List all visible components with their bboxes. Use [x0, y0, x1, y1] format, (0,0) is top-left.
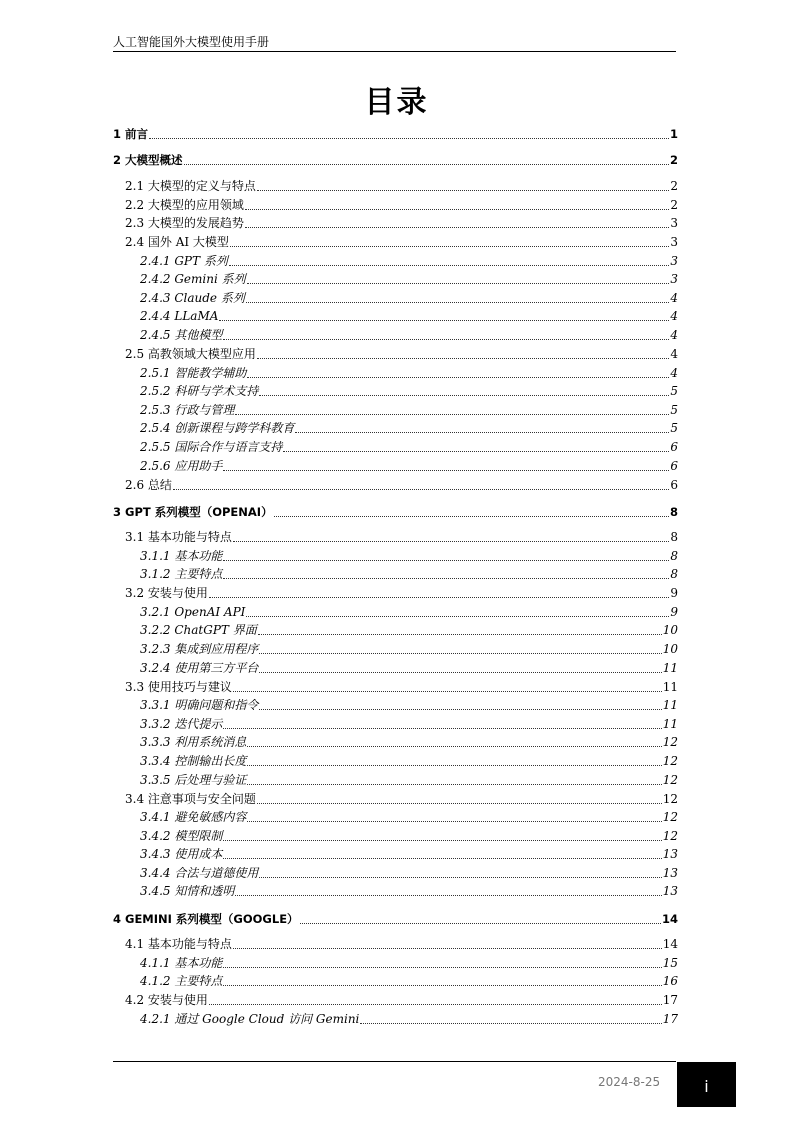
toc-leader-dots — [300, 922, 661, 924]
toc-entry-label: 1 前言 — [113, 127, 149, 141]
toc-entry-label: 3.2.2 ChatGPT 界面 — [140, 623, 257, 637]
toc-entry[interactable] — [140, 421, 678, 436]
toc-leader-dots — [233, 947, 662, 949]
toc-entry-label: 2.5.2 科研与学术支持 — [140, 384, 259, 398]
toc-leader-dots — [235, 894, 661, 896]
toc-entry[interactable] — [125, 993, 678, 1008]
toc-entry-page: 12 — [662, 810, 678, 824]
toc-leader-dots — [259, 708, 661, 710]
toc-entry-page: 2 — [670, 198, 678, 212]
toc-entry[interactable] — [140, 272, 678, 287]
toc-leader-dots — [223, 839, 661, 841]
toc-leader-dots — [149, 137, 669, 139]
toc-leader-dots — [230, 245, 669, 247]
toc-entry[interactable] — [140, 810, 678, 825]
toc-leader-dots — [247, 282, 670, 284]
toc-entry[interactable] — [125, 235, 678, 250]
toc-entry-label: 2.5.5 国际合作与语言支持 — [140, 440, 283, 454]
toc-entry[interactable] — [140, 459, 678, 474]
toc-entry-label: 2.5 高教领域大模型应用 — [125, 347, 256, 361]
toc-entry-label: 3.2.1 OpenAI API — [140, 605, 246, 619]
toc-entry[interactable] — [113, 152, 678, 168]
toc-entry[interactable] — [140, 384, 678, 399]
toc-entry-label: 3.1 基本功能与特点 — [125, 530, 232, 544]
toc-entry-page: 5 — [670, 403, 678, 417]
toc-leader-dots — [246, 301, 670, 303]
toc-entry[interactable] — [140, 735, 678, 750]
toc-entry-label: 3 GPT 系列模型（OPENAI） — [113, 505, 273, 519]
toc-leader-dots — [209, 596, 669, 598]
toc-entry[interactable] — [125, 937, 678, 952]
toc-entry[interactable] — [140, 884, 678, 899]
toc-entry-page: 11 — [662, 698, 678, 712]
toc-entry-label: 2.4.1 GPT 系列 — [140, 254, 228, 268]
toc-entry-page: 4 — [670, 347, 678, 361]
toc-title: 目录 — [364, 85, 429, 120]
toc-entry[interactable] — [125, 792, 678, 807]
toc-entry[interactable] — [140, 1012, 678, 1027]
toc-entry[interactable] — [140, 440, 678, 455]
toc-leader-dots — [257, 357, 669, 359]
toc-entry-page: 3 — [670, 272, 678, 286]
toc-entry[interactable] — [113, 911, 678, 927]
toc-entry-label: 3.4 注意事项与安全问题 — [125, 792, 256, 806]
toc-entry-page: 6 — [670, 440, 678, 454]
toc-entry[interactable] — [140, 829, 678, 844]
toc-entry-page: 11 — [662, 680, 678, 694]
footer-divider — [113, 1061, 676, 1062]
toc-leader-dots — [235, 413, 669, 415]
toc-entry-page: 14 — [661, 912, 678, 926]
toc-entry-page: 1 — [669, 127, 678, 141]
toc-leader-dots — [233, 540, 669, 542]
toc-leader-dots — [223, 857, 661, 859]
toc-entry[interactable] — [140, 956, 678, 971]
toc-entry-label: 4 GEMINI 系列模型（GOOGLE） — [113, 912, 299, 926]
toc-entry[interactable] — [125, 680, 678, 695]
toc-entry-page: 8 — [669, 505, 678, 519]
toc-entry-label: 4.2.1 通过 Google Cloud 访问 Gemini — [140, 1012, 360, 1026]
toc-leader-dots — [295, 431, 669, 433]
toc-entry[interactable] — [140, 642, 678, 657]
toc-leader-dots — [223, 469, 669, 471]
toc-leader-dots — [259, 652, 661, 654]
toc-entry-page: 3 — [670, 216, 678, 230]
toc-entry-label: 2.4 国外 AI 大模型 — [125, 235, 229, 249]
toc-entry-page: 15 — [662, 956, 678, 970]
toc-entry-page: 8 — [670, 567, 678, 581]
toc-entry[interactable] — [140, 605, 678, 620]
toc-entry-label: 4.1.1 基本功能 — [140, 956, 223, 970]
toc-leader-dots — [245, 208, 669, 210]
toc-entry-label: 2.6 总结 — [125, 478, 172, 492]
toc-entry[interactable] — [140, 309, 678, 324]
toc-leader-dots — [247, 783, 661, 785]
toc-entry-label: 2.2 大模型的应用领域 — [125, 198, 244, 212]
toc-entry-label: 4.1 基本功能与特点 — [125, 937, 232, 951]
toc-entry-label: 4.1.2 主要特点 — [140, 974, 223, 988]
toc-entry[interactable] — [113, 126, 678, 142]
toc-entry-label: 3.3.4 控制输出长度 — [140, 754, 247, 768]
toc-entry[interactable] — [140, 403, 678, 418]
toc-entry-page: 12 — [662, 829, 678, 843]
toc-leader-dots — [257, 802, 662, 804]
toc-entry-label: 3.1.1 基本功能 — [140, 549, 223, 563]
toc-leader-dots — [360, 1022, 661, 1024]
toc-entry[interactable] — [140, 328, 678, 343]
toc-entry-page: 2 — [670, 179, 678, 193]
toc-leader-dots — [209, 1003, 662, 1005]
toc-entry[interactable] — [125, 347, 678, 362]
toc-entry-label: 2.5.3 行政与管理 — [140, 403, 235, 417]
toc-entry-label: 4.2 安装与使用 — [125, 993, 208, 1007]
toc-entry-page: 13 — [662, 884, 678, 898]
toc-entry-page: 5 — [670, 384, 678, 398]
toc-entry-page: 12 — [662, 735, 678, 749]
toc-leader-dots — [223, 984, 661, 986]
toc-entry-page: 12 — [662, 792, 678, 806]
toc-entry-page: 4 — [670, 366, 678, 380]
toc-entry-label: 2.1 大模型的定义与特点 — [125, 179, 256, 193]
toc-leader-dots — [283, 450, 669, 452]
toc-entry-page: 13 — [662, 847, 678, 861]
toc-entry-label: 3.3.1 明确问题和指令 — [140, 698, 259, 712]
toc-entry-label: 2.4.2 Gemini 系列 — [140, 272, 246, 286]
toc-entry[interactable] — [140, 773, 678, 788]
toc-entry-page: 16 — [662, 974, 678, 988]
toc-leader-dots — [229, 264, 670, 266]
toc-entry[interactable] — [140, 717, 678, 732]
toc-entry-label: 2.5.1 智能教学辅助 — [140, 366, 247, 380]
toc-leader-dots — [223, 577, 669, 579]
toc-entry-page: 8 — [670, 549, 678, 563]
toc-entry-label: 3.3.5 后处理与验证 — [140, 773, 247, 787]
toc-entry[interactable] — [125, 179, 678, 194]
toc-entry[interactable] — [113, 504, 678, 520]
toc-entry-label: 3.4.1 避免敏感内容 — [140, 810, 247, 824]
toc-leader-dots — [184, 163, 669, 165]
toc-entry-page: 4 — [670, 309, 678, 323]
toc-entry[interactable] — [140, 754, 678, 769]
toc-entry[interactable] — [125, 216, 678, 231]
toc-entry[interactable] — [140, 698, 678, 713]
toc-entry-page: 10 — [662, 642, 678, 656]
toc-entry[interactable] — [125, 586, 678, 601]
toc-entry-label: 3.3.3 利用系统消息 — [140, 735, 247, 749]
toc-leader-dots — [247, 764, 661, 766]
toc-leader-dots — [274, 515, 669, 517]
toc-entry-label: 3.4.4 合法与道德使用 — [140, 866, 259, 880]
toc-leader-dots — [219, 319, 669, 321]
toc-entry[interactable] — [125, 478, 678, 493]
toc-leader-dots — [247, 820, 661, 822]
toc-leader-dots — [173, 488, 669, 490]
toc-leader-dots — [259, 394, 669, 396]
toc-leader-dots — [258, 633, 662, 635]
toc-entry-page: 10 — [662, 623, 678, 637]
toc-entry-page: 6 — [670, 478, 678, 492]
toc-entry-label: 2.5.6 应用助手 — [140, 459, 223, 473]
toc-entry-label: 2.4.3 Claude 系列 — [140, 291, 245, 305]
toc-entry[interactable] — [140, 549, 678, 564]
toc-leader-dots — [259, 876, 661, 878]
toc-entry-page: 3 — [670, 254, 678, 268]
running-header: 人工智能国外大模型使用手册 — [113, 35, 676, 52]
toc-entry-label: 3.3 使用技巧与建议 — [125, 680, 232, 694]
toc-entry[interactable] — [140, 567, 678, 582]
toc-entry[interactable] — [125, 198, 678, 213]
toc-entry[interactable] — [140, 623, 678, 638]
toc-entry-label: 3.2 安装与使用 — [125, 586, 208, 600]
toc-entry[interactable] — [140, 291, 678, 306]
toc-entry-page: 11 — [662, 717, 678, 731]
toc-entry-page: 17 — [662, 1012, 678, 1026]
toc-entry-label: 3.2.3 集成到应用程序 — [140, 642, 259, 656]
toc-entry[interactable] — [140, 847, 678, 862]
toc-leader-dots — [223, 559, 669, 561]
toc-entry-page: 12 — [662, 773, 678, 787]
toc-entry-label: 3.3.2 迭代提示 — [140, 717, 223, 731]
toc-entry-label: 2.5.4 创新课程与跨学科教育 — [140, 421, 295, 435]
toc-entry-label: 2.4.5 其他模型 — [140, 328, 223, 342]
toc-entry-page: 4 — [670, 328, 678, 342]
toc-entry-label: 3.1.2 主要特点 — [140, 567, 223, 581]
toc-entry-label: 2.4.4 LLaMA — [140, 309, 219, 323]
toc-entry[interactable] — [140, 974, 678, 989]
toc-entry-page: 3 — [670, 235, 678, 249]
toc-leader-dots — [233, 690, 662, 692]
toc-leader-dots — [257, 189, 669, 191]
toc-entry-page: 6 — [670, 459, 678, 473]
toc-entry[interactable] — [140, 254, 678, 269]
toc-entry-label: 3.2.4 使用第三方平台 — [140, 661, 259, 675]
toc-entry-page: 12 — [662, 754, 678, 768]
toc-entry-label: 3.4.2 模型限制 — [140, 829, 223, 843]
toc-leader-dots — [245, 226, 669, 228]
toc-entry-page: 17 — [662, 993, 678, 1007]
toc-entry-page: 8 — [670, 530, 678, 544]
toc-entry-label: 3.4.3 使用成本 — [140, 847, 223, 861]
toc-entry[interactable] — [125, 530, 678, 545]
toc-entry-page: 14 — [662, 937, 678, 951]
toc-entry-label: 3.4.5 知情和透明 — [140, 884, 235, 898]
toc-entry[interactable] — [140, 661, 678, 676]
toc-entry[interactable] — [140, 866, 678, 881]
toc-entry[interactable] — [140, 366, 678, 381]
toc-leader-dots — [223, 338, 669, 340]
toc-entry-page: 9 — [670, 605, 678, 619]
toc-leader-dots — [247, 376, 669, 378]
footer-date: 2024-8-25 — [598, 1075, 661, 1089]
toc-leader-dots — [247, 745, 661, 747]
toc-entry-page: 4 — [670, 291, 678, 305]
toc-entry-page: 2 — [669, 153, 678, 167]
toc-entry-page: 13 — [662, 866, 678, 880]
toc-leader-dots — [259, 671, 661, 673]
toc-entry-label: 2 大模型概述 — [113, 153, 183, 167]
toc-entry-label: 2.3 大模型的发展趋势 — [125, 216, 244, 230]
toc-entry-page: 9 — [670, 586, 678, 600]
toc-leader-dots — [246, 615, 669, 617]
toc-entry-page: 5 — [670, 421, 678, 435]
page-number-badge: i — [677, 1062, 736, 1107]
toc-entry-page: 11 — [662, 661, 678, 675]
toc-leader-dots — [223, 966, 661, 968]
toc-leader-dots — [223, 727, 661, 729]
